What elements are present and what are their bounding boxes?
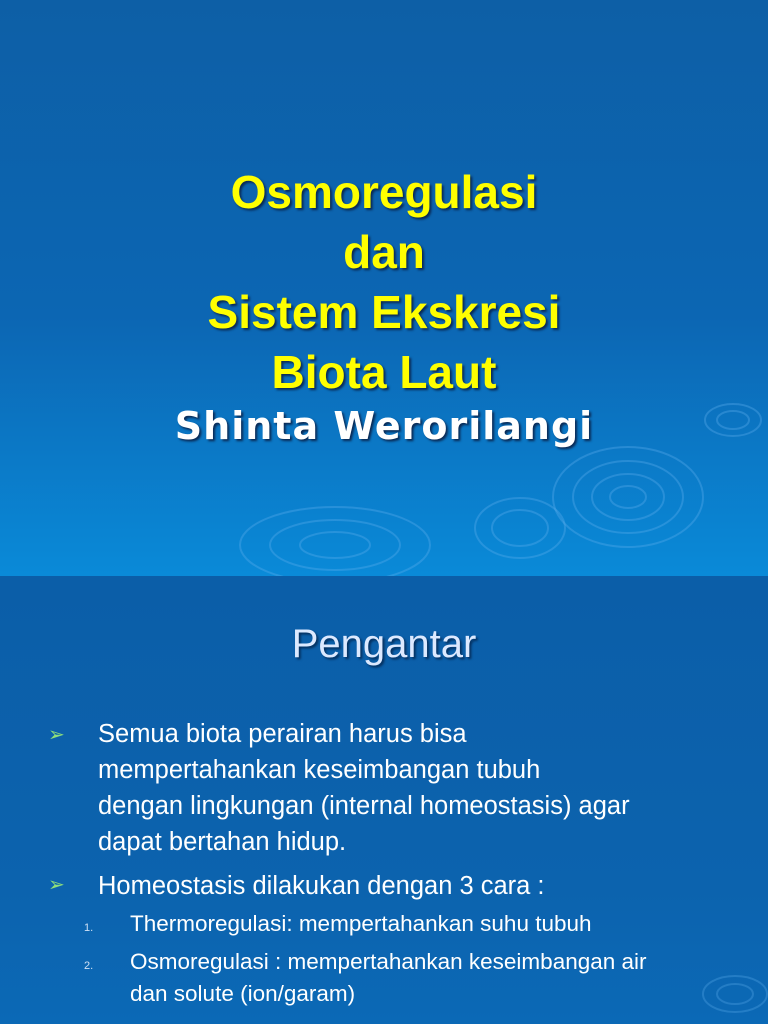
text-line: dapat bertahan hidup. — [98, 828, 347, 856]
text-line: Thermoregulasi: mempertahankan suhu tubuh — [130, 911, 592, 936]
bullet-text — [98, 868, 738, 904]
title-line: dan — [343, 226, 425, 278]
author-name: Shinta Werorilangi — [174, 404, 594, 448]
numbered-item-text — [130, 946, 740, 1010]
list-number: 1. — [84, 922, 94, 934]
title-line: Sistem Ekskresi — [207, 286, 561, 338]
numbered-item-text — [130, 908, 740, 940]
slide-title — [0, 162, 768, 402]
arrow-bullet-icon: ➢ — [48, 724, 65, 746]
text-line: mempertahankan keseimbangan tubuh — [98, 756, 541, 784]
list-number: 2. — [84, 960, 94, 972]
arrow-bullet-icon: ➢ — [48, 874, 65, 896]
text-line: dan solute (ion/garam) — [130, 981, 356, 1006]
title-line: Osmoregulasi — [230, 166, 538, 218]
text-line: dengan lingkungan (internal homeostasis) agar — [98, 792, 630, 820]
text-line: Semua biota perairan harus bisa — [98, 720, 467, 748]
title-line: Biota Laut — [271, 346, 497, 398]
bullet-text — [98, 716, 738, 860]
text-line: Homeostasis dilakukan dengan 3 cara : — [98, 872, 545, 900]
slide-heading: Pengantar — [291, 622, 477, 666]
text-line: Osmoregulasi : mempertahankan keseimbangan air — [130, 949, 647, 974]
